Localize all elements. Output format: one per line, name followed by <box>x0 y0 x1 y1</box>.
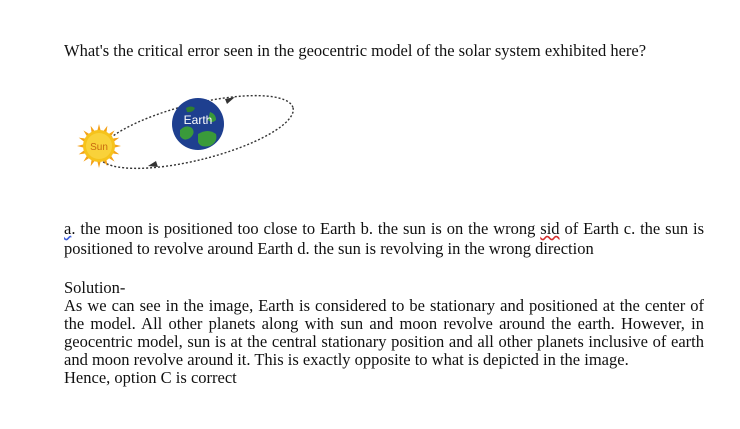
orbit-arrow-top <box>225 97 235 104</box>
geocentric-diagram <box>62 82 342 192</box>
sun-icon <box>77 124 121 168</box>
solution-conclusion: Hence, option C is correct <box>64 368 237 387</box>
geocentric-figure <box>62 82 342 192</box>
answer-options <box>64 219 704 259</box>
solution-block <box>64 279 704 387</box>
question-text: What's the critical error seen in the geocentric model of the solar system exhibited here? <box>64 41 647 60</box>
solution-paragraph: As we can see in the image, Earth is considered to be stationary and positioned at the center of the model. All other planets along with sun and moon revolve around the earth. However, in geocentric model, sun is at the central stationary position and all other planets inclusive of earth and moon revolve around it. This is exactly opposite to what is depicted in the image. <box>64 296 704 369</box>
options-text-part1: . the moon is positioned too close to Earth b. the sun is on the wrong <box>71 219 541 238</box>
misspelled-word: sid <box>540 219 560 238</box>
option-a-letter: a <box>64 219 72 238</box>
earth-label: Earth <box>183 113 213 127</box>
orbit-arrow-bottom <box>148 161 158 167</box>
options-text-part2: of Earth c. the sun is positioned to revolve around Earth d. the sun is revolving in the wrong direction <box>64 219 704 258</box>
solution-heading: Solution- <box>64 278 126 297</box>
earth-icon <box>172 98 224 150</box>
sun-label: Sun <box>90 142 108 153</box>
